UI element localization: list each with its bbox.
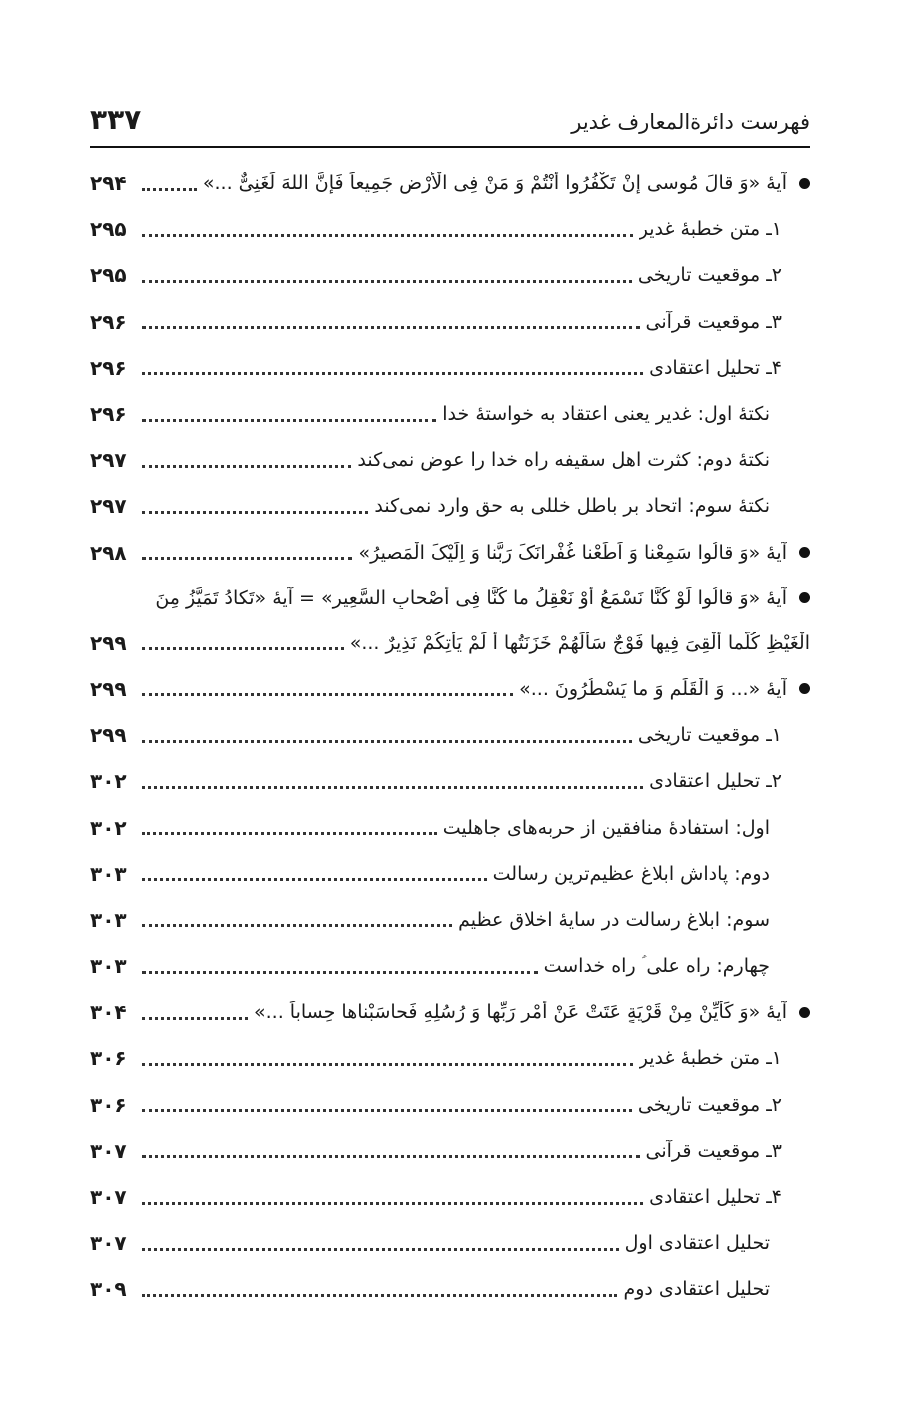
toc-entry-text: آیهٔ «... وَ الْقَلَمِ وَ ما یَسْطُرُونَ ...» [519,677,787,700]
bullet-icon [799,592,810,603]
toc-entry [90,391,810,437]
toc-entry-page: ۳۰۷ [90,1231,127,1256]
toc-entry-text: ۱ـ متن خطبهٔ غدیر [638,1047,782,1070]
leader-dots [142,326,640,329]
toc-entry-page: ۲۹۶ [90,309,127,334]
toc-entry [90,989,810,1035]
leader-dots [142,693,513,696]
leader-dots [142,1017,248,1020]
toc-entry-page: ۲۹۵ [90,217,127,242]
toc-entry-text: ۲ـ موقعیت تاریخی [637,264,782,287]
toc-entry-text: ۱ـ متن خطبهٔ غدیر [638,218,782,241]
toc-entry-text: ۲ـ تحلیل اعتقادی [649,770,782,793]
leader-dots [142,924,452,927]
toc-entry-text: ۴ـ تحلیل اعتقادی [649,1186,782,1209]
toc-entry-text: نکتهٔ اول: غدیر یعنی اعتقاد به خواستهٔ خدا [442,403,770,426]
toc-entry-page: ۲۹۶ [90,355,127,380]
toc-entry-text: الْغَیْظِ کُلَّما أُلْقِیَ فِیها فَوْجٌ سَأَلَهُمْ خَزَنَتُها أَ لَمْ یَأْتِکُمْ نَذِیرٌ ...» [349,631,810,654]
toc-entry-page: ۳۰۶ [90,1092,127,1117]
toc-entry [90,1266,810,1312]
leader-dots [142,1063,633,1066]
toc-entry-text: ۲ـ موقعیت تاریخی [637,1093,782,1116]
toc-entry [90,712,810,758]
leader-dots [142,1109,632,1112]
toc-entry-text: آیهٔ «وَ قالُوا سَمِعْنا وَ اَطَعْنا غُفْرانَکَ رَبَّنا وَ اِلَیْکَ الْمَصیرُ» [358,541,787,564]
toc-entry [90,160,810,206]
toc-entry-page: ۳۰۷ [90,1185,127,1210]
leader-dots [142,1202,643,1205]
toc-entry [90,1128,810,1174]
leader-dots [142,786,643,789]
toc-entry [90,437,810,483]
toc-entry-text: نکتهٔ دوم: کثرت اهل سقیفه راه خدا را عوض نمی‌کند [357,449,770,472]
toc-entry [90,1035,810,1081]
leader-dots [142,557,352,560]
toc-entry-text: دوم: پاداش ابلاغ عظیم‌ترین رسالت [492,862,770,885]
leader-dots [142,188,197,191]
toc-entry-text: اول: استفادهٔ منافقین از حربه‌های جاهلیت [442,816,770,839]
header-page-number: ۳۳۷ [90,103,142,136]
toc-entry-page: ۲۹۸ [90,540,127,565]
toc-entry [90,804,810,850]
toc-entry-page: ۲۹۹ [90,630,127,655]
leader-dots [142,832,437,835]
toc-entry-page: ۳۰۳ [90,861,127,886]
leader-dots [142,419,436,422]
toc-entry-page: ۲۹۵ [90,263,127,288]
toc-entry [90,666,810,712]
toc-entry-page: ۲۹۴ [90,171,127,196]
bullet-icon [799,547,810,558]
toc-entry [90,483,810,529]
toc-entry-page: ۳۰۷ [90,1138,127,1163]
toc-entry-page: ۳۰۶ [90,1046,127,1071]
toc-entry [90,897,810,943]
leader-dots [142,372,643,375]
toc-entry-page: ۳۰۴ [90,1000,127,1025]
toc-entry [90,758,810,804]
toc-entry [90,943,810,989]
toc-entry-text: تحلیل اعتقادی دوم [623,1278,770,1301]
toc-entry-text: تحلیل اعتقادی اول [624,1232,770,1255]
toc-entry [90,530,810,576]
toc-entry-page: ۲۹۷ [90,448,127,473]
leader-dots [142,1294,617,1297]
leader-dots [142,740,632,743]
toc-entry [90,576,810,620]
page-header [90,88,810,148]
toc-entry [90,1174,810,1220]
table-of-contents [90,160,810,1313]
bullet-icon [799,1007,810,1018]
toc-entry-text: ۴ـ تحلیل اعتقادی [649,356,782,379]
leader-dots [142,280,632,283]
toc-entry-page: ۲۹۹ [90,723,127,748]
toc-entry-text: نکتهٔ سوم: اتحاد بر باطل خللی به حق وارد نمی‌کند [374,495,770,518]
leader-dots [142,971,538,974]
toc-entry [90,851,810,897]
toc-entry [90,206,810,252]
toc-entry-text: آیهٔ «وَ قالَ مُوسی إِنْ تَکْفُرُوا أَنْتُمْ وَ مَنْ فِی الْأَرْضِ جَمِیعاً فَإِنَّ اللهَ لَغَنِیٌّ ...» [202,172,787,195]
toc-entry-page: ۲۹۶ [90,402,127,427]
toc-entry [90,345,810,391]
toc-entry-text: ۳ـ موقعیت قرآنی [645,1139,782,1162]
leader-dots [142,511,368,514]
toc-entry-page: ۳۰۲ [90,815,127,840]
bullet-icon [799,178,810,189]
toc-entry-page: ۳۰۳ [90,907,127,932]
leader-dots [142,465,351,468]
toc-entry-text: آیهٔ «وَ قالُوا لَوْ کُنَّا نَسْمَعُ أَوْ نَعْقِلُ ما کُنَّا فِی أَصْحابِ السَّعِیرِ» = آیهٔ «تَکادُ تَمَیَّزُ مِنَ [155,586,787,609]
toc-entry-page: ۲۹۷ [90,494,127,519]
header-title: فهرست دائرةالمعارف غدیر [571,110,810,134]
leader-dots [142,647,344,650]
toc-entry [90,1220,810,1266]
leader-dots [142,1155,640,1158]
leader-dots [142,878,487,881]
toc-entry-page: ۳۰۳ [90,954,127,979]
toc-entry [90,299,810,345]
leader-dots [142,234,633,237]
toc-entry-text: آیهٔ «وَ کَأَیِّنْ مِنْ قَرْیَةٍ عَتَتْ عَنْ أَمْرِ رَبِّها وَ رُسُلِهِ فَحاسَبْناها حِساباً ...» [254,1001,787,1024]
toc-entry-page: ۳۰۹ [90,1277,127,1302]
toc-entry-text: ۱ـ موقعیت تاریخی [637,724,782,747]
leader-dots [142,1248,619,1251]
toc-entry-text: سوم: ابلاغ رسالت در سایهٔ اخلاق عظیم [458,908,770,931]
toc-entry-text: ۳ـ موقعیت قرآنی [645,310,782,333]
toc-entry-page: ۲۹۹ [90,676,127,701]
toc-entry-continuation [90,620,810,666]
bullet-icon [799,683,810,694]
toc-entry [90,252,810,298]
toc-entry-page: ۳۰۲ [90,769,127,794]
toc-entry-text: چهارم: راه علی ؑ راه خداست [543,955,770,978]
toc-entry [90,1082,810,1128]
